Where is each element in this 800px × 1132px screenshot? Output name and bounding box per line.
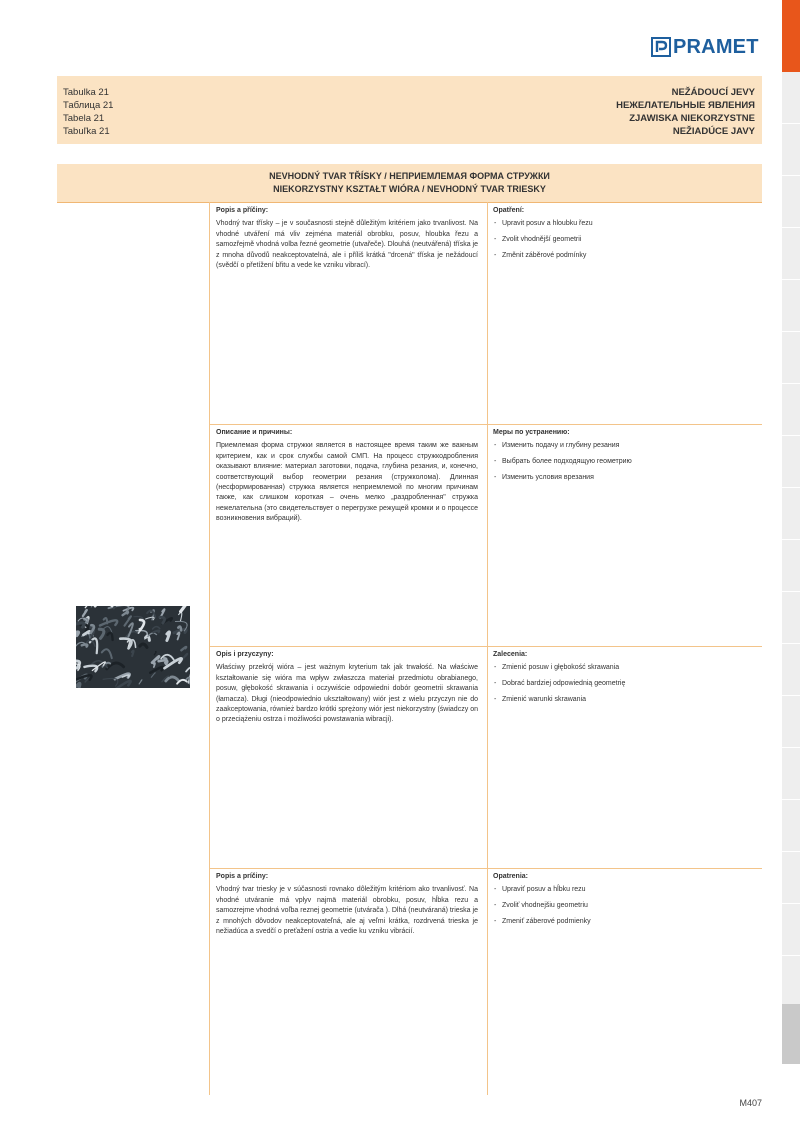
chip-shape [132,651,134,656]
description-text: Właściwy przekrój wióra – jest ważnym kryterium tak jak trwałość. Na właściwe kształtowanie się wióra ma wpływ zwłaszcza materiał przedmiotu obrabianego, posuw, głębokość skrawania i oczywiście odpowiedni dobór geometrii skrawania (łamacza). Długi (nieodpowiednio ukształtowany) wiór jest z wielu przyczyn nie do zaakceptowania, również bardzo krótki sprężony wiór jest niekorzystny (świadczy on o przeciążeniu ostrza i możliwości powstawania wibracji). [216,664,478,724]
edge-tab [782,592,800,644]
edge-tab [782,384,800,436]
edge-tab [782,696,800,748]
grid-line [209,868,762,869]
list-item: - Zmeniť záberové podmienky [493,917,755,927]
description-cell [216,428,478,525]
list-item: - Dobrać bardziej odpowiednią geometrię [493,679,755,689]
grid-line [209,424,762,425]
list-item: - Выбрать более подходящую геометрию [493,457,755,467]
description-heading: Opis i przyczyny: [216,651,274,658]
edge-tab [782,904,800,956]
edge-tab [782,72,800,124]
grid-line [209,646,762,647]
section-title-band [57,164,762,203]
actions-cell [493,428,755,489]
description-text: Vhodný tvar triesky je v súčasnosti rovnako dôležitým kritériom ako trvanlivosť. Na vhodné utváranie má vplyv najmä materiál obrobku, posuv, hĺbka rezu a samozrejme vhodná voľba reznej geometrie (utvárača ). Dlhá (neutváraná) trieska je z mnohých dôvodov neakceptovateľná, ale aj veľmi krátka, rozdrvená trieska je nežiadúca a svedčí o preťažení ostria a vedie ku vzniku vibrácií. [216,886,478,936]
edge-tab [782,540,800,592]
description-text: Vhodný tvar třísky – je v současnosti stejně důležitým kritériem jako trvanlivost. Na vhodné utváření má vliv zejména materiál obrobku, posuv, hloubka řezu a samozřejmě vhodná volba řezné geometrie (utvařeče). Dlouhá (neutvářená) tříska je z mnoha důvodů neakceptovatelná, ale i příliš krátká "drcená" tříska je nežádoucí (svědčí o přetížení břitu a vede ke vzniku vibrací). [216,220,478,270]
section-title-line2: NIEKORZYSTNY KSZTAŁT WIÓRA / NEVHODNÝ TVAR TRIESKY [273,183,546,194]
description-cell [216,206,478,271]
edge-tab [782,124,800,176]
page-number: M407 [739,1098,762,1108]
edge-tab [782,852,800,904]
description-heading: Popis a příčiny: [216,207,269,214]
list-item: - Изменить условия врезания [493,473,755,483]
table-labels [63,86,113,138]
pramet-logo-icon [651,37,671,57]
chip-shape [76,683,80,688]
table-label: Таблица 21 [63,100,114,111]
grid-line [487,202,488,1095]
actions-cell [493,650,755,711]
list-item: - Změnit záběrové podmínky [493,251,755,261]
edge-tab [782,228,800,280]
table-titles [616,86,755,138]
actions-heading: Меры по устранению: [493,429,570,436]
edge-tab-section [782,1004,800,1064]
actions-list [493,219,755,261]
grid-line [209,202,210,1095]
description-text: Приемлемая форма стружки является в настоящее время таким же важным критерием, как и срок службы самой СМП. На процесс стружкодробления оказывают влияние: материал заготовки, подача, глубина резания, и, конечно, соответствующий выбор геометрии резания (стружколома). Длинная (несформированная) стружка является неприемлемой по многим причинам также, как слишком короткая – очень мелко „раздробленная" стружка нежелательна (это свидетельствует о перегрузке режущей кромки и о процессе возникновения вибраций). [216,442,478,523]
list-item: - Zvolit vhodnější geometrii [493,235,755,245]
table-title: ZJAWISKA NIEKORZYSTNE [629,113,755,124]
chip-shape [153,631,159,633]
list-item: - Zmienić posuw i głębokość skrawania [493,663,755,673]
pramet-logo [651,36,759,58]
edge-tab [782,956,800,1008]
edge-tab [782,280,800,332]
actions-heading: Opatření: [493,207,525,214]
list-item: - Upravit posuv a hloubku řezu [493,219,755,229]
edge-tab [782,488,800,540]
list-item: - Upraviť posuv a hĺbku rezu [493,885,755,895]
table-title: NEŽÁDOUCÍ JEVY [671,87,755,98]
actions-heading: Zalecenia: [493,651,528,658]
table-label: Tabuľka 21 [63,126,110,137]
table-label: Tabela 21 [63,113,105,124]
edge-tab [782,800,800,852]
table-header-band [57,76,762,144]
actions-heading: Opatrenia: [493,873,529,880]
description-cell [216,872,478,937]
description-heading: Описание и причины: [216,429,293,436]
edge-tab [782,436,800,488]
edge-tab [782,176,800,228]
metal-chips-photo [76,606,190,688]
table-label: Tabulka 21 [63,87,109,98]
actions-cell [493,872,755,933]
actions-list [493,885,755,927]
edge-tab [782,644,800,696]
description-cell [216,650,478,726]
metal-chips-image [76,606,190,688]
chip-shape [154,663,155,667]
actions-cell [493,206,755,267]
edge-tab [782,748,800,800]
actions-list [493,441,755,483]
section-title-line1: NEVHODNÝ TVAR TŘÍSKY / НЕПРИЕМЛЕМАЯ ФОРМА СТРУЖКИ [269,171,550,181]
list-item: - Zmienić warunki skrawania [493,695,755,705]
actions-list [493,663,755,705]
table-title: NEŽIADÚCE JAVY [672,126,755,137]
list-item: - Изменить подачу и глубину резания [493,441,755,451]
description-heading: Popis a príčiny: [216,873,269,880]
edge-tab [782,332,800,384]
brand-name: PRAMET [673,36,759,58]
table-title: НЕЖЕЛАТЕЛЬНЫЕ ЯВЛЕНИЯ [616,100,755,111]
edge-tab-active [782,0,800,72]
list-item: - Zvoliť vhodnejšiu geometriu [493,901,755,911]
